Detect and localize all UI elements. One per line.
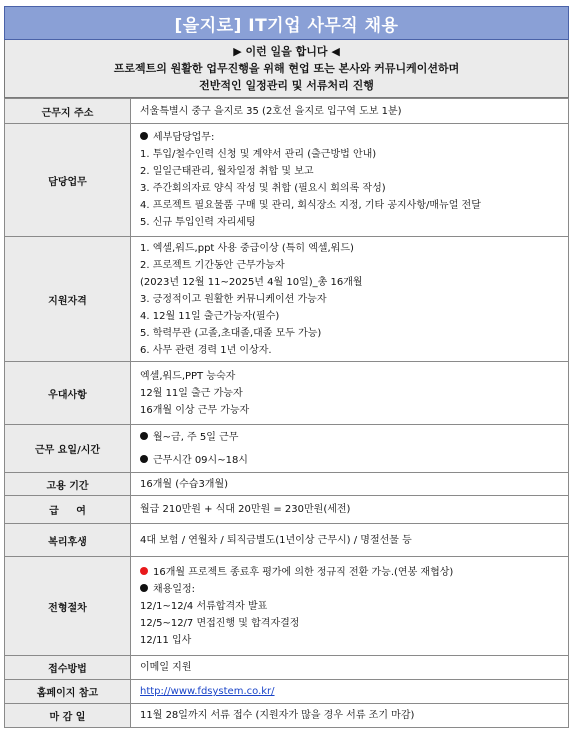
label-process: 전형절차 [5,557,131,656]
bullet-icon [140,455,148,463]
label-homepage: 홈페이지 참고 [5,680,131,704]
value-schedule [131,425,569,473]
schedule-hours: 근무시간 09시~18시 [153,454,248,466]
value-salary: 월급 210만원 + 식대 20만원 = 230만원(세전) [131,496,569,524]
duties-item: 4. 프로젝트 필요물품 구매 및 관리, 회식장소 지정, 기타 공지사항/매뉴얼 전달 [140,200,481,211]
label-deadline: 마 감 일 [5,704,131,728]
qualification-item: 5. 학력무관 (고졸,초대졸,대졸 모두 가능) [140,327,322,339]
qualification-item: 4. 12월 11일 출근가능자(필수) [140,310,280,322]
label-benefits: 복리후생 [5,524,131,557]
intro-line-1: 프로젝트의 원활한 업무진행을 위해 현업 또는 본사와 커뮤니케이션하며 [113,62,460,75]
qualification-item: 3. 긍정적이고 원활한 커뮤니케이션 가능자 [140,293,327,305]
row-qualifications [5,237,569,362]
process-item: 12/5~12/7 면접진행 및 합격자결정 [140,617,300,629]
process-highlight: 16개월 프로젝트 종료후 평가에 의한 정규직 전환 가능.(연봉 재협상) [153,566,454,578]
process-item: 12/11 입사 [140,634,192,646]
label-employment: 고용 기간 [5,473,131,496]
value-employment: 16개월 (수습3개월) [131,473,569,496]
process-header: 채용일정: [153,583,196,595]
value-process [131,557,569,656]
row-schedule [5,425,569,473]
intro-box [4,40,569,98]
duties-item: 1. 투입/철수인력 신청 및 계약서 관리 (출근방법 안내) [140,149,377,160]
value-qualifications [131,237,569,362]
duties-item: 2. 일일근태관리, 월차일정 취합 및 보고 [140,166,314,177]
value-address: 서울특별시 중구 을지로 35 (2호선 을지로 입구역 도보 1분) [131,99,569,124]
schedule-days: 월~금, 주 5일 근무 [153,431,239,443]
intro-line-2: 전반적인 일정관리 및 서류처리 진행 [199,79,374,92]
row-homepage [5,680,569,704]
bullet-icon [140,132,148,140]
row-salary [5,496,569,524]
posting-table [4,98,569,728]
process-item: 12/1~12/4 서류합격자 발표 [140,600,268,612]
qualification-item: (2023년 12월 11~2025년 4월 10일)_총 16개월 [140,276,363,288]
row-address [5,99,569,124]
posting-title: [을지로] IT기업 사무직 채용 [174,15,399,36]
label-qualifications: 지원자격 [5,237,131,362]
red-bullet-icon [140,567,148,575]
bullet-icon [140,432,148,440]
label-schedule: 근무 요일/시간 [5,425,131,473]
bullet-icon [140,584,148,592]
label-apply: 접수방법 [5,656,131,680]
label-salary: 급 여 [5,496,131,524]
value-homepage [131,680,569,704]
value-preferred [131,362,569,425]
qualification-item: 1. 엑셀,워드,ppt 사용 중급이상 (특히 엑셀,워드) [140,242,354,254]
intro-heading: ▶ 이런 일을 합니다 ◀ [233,45,340,58]
row-apply [5,656,569,680]
label-address: 근무지 주소 [5,99,131,124]
row-process [5,557,569,656]
posting-title-bar [4,6,569,40]
row-duties [5,124,569,237]
preferred-item: 16개월 이상 근무 가능자 [140,404,250,416]
row-deadline [5,704,569,728]
duties-item: 3. 주간회의자료 양식 작성 및 취합 (필요시 회의록 작성) [140,183,386,194]
preferred-item: 12월 11일 출근 가능자 [140,387,243,399]
qualification-item: 6. 사무 관련 경력 1년 이상자. [140,344,272,356]
duties-header: 세부담당업무: [153,132,215,143]
label-preferred: 우대사항 [5,362,131,425]
homepage-link[interactable]: http://www.fdsystem.co.kr/ [140,686,275,697]
qualification-item: 2. 프로젝트 기간동안 근무가능자 [140,259,285,271]
value-deadline: 11월 28일까지 서류 접수 (지원자가 많을 경우 서류 조기 마감) [131,704,569,728]
preferred-item: 엑셀,워드,PPT 능숙자 [140,370,236,382]
label-duties: 담당업무 [5,124,131,237]
row-preferred [5,362,569,425]
value-duties [131,124,569,237]
duties-item: 5. 신규 투입인력 자리세팅 [140,217,256,228]
row-benefits [5,524,569,557]
row-employment [5,473,569,496]
value-apply: 이메일 지원 [131,656,569,680]
value-benefits: 4대 보험 / 연월차 / 퇴직금별도(1년이상 근무시) / 명절선물 등 [131,524,569,557]
